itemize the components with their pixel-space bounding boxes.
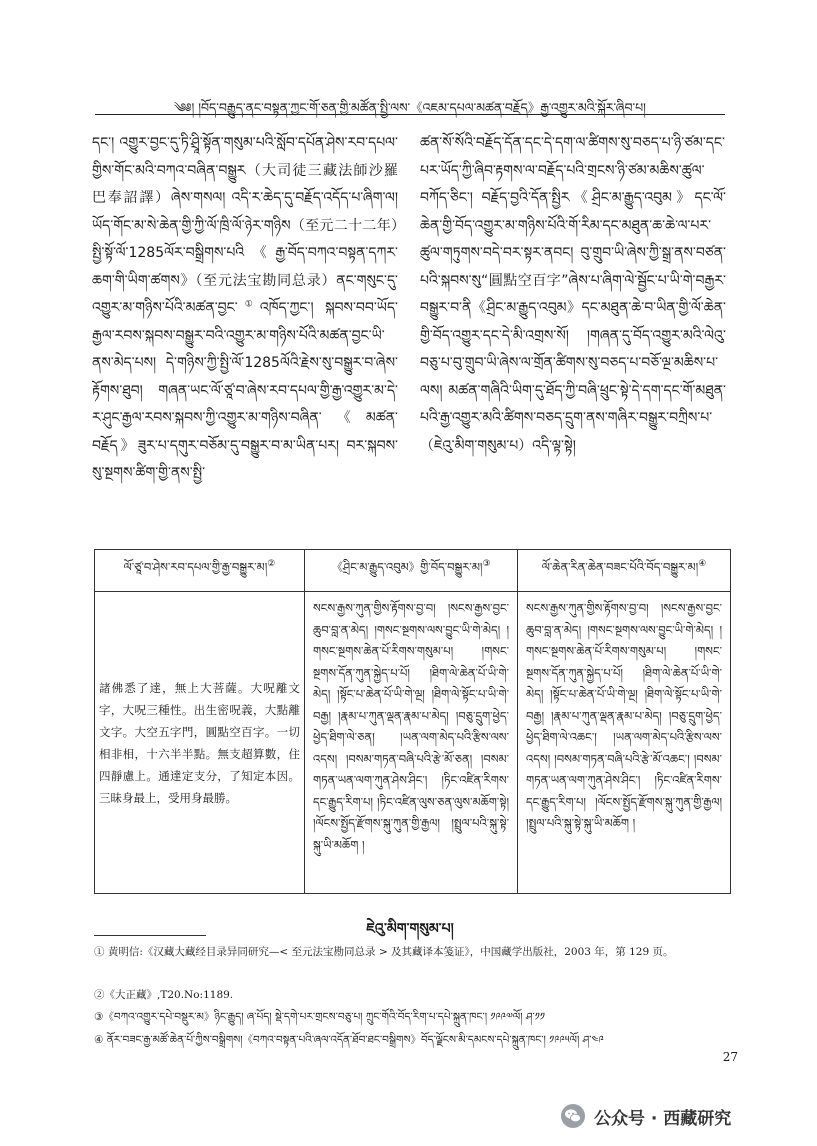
wechat-icon — [560, 1103, 586, 1129]
table-header-lochen — [518, 550, 731, 592]
footnote-ref-2[interactable]: ② — [267, 559, 276, 570]
table-caption: ཇེའུ་མིག་གསུམ་པ། — [366, 921, 454, 937]
body-column-left — [92, 130, 398, 540]
watermark-text: 公众号 · 西藏研究 — [594, 1108, 732, 1129]
left-text-2: ）ཞེས་གསལ། འདི་ར་ཆེད་དུ་བརྗོད་འདོད་པ་ཞིག་ལ། ཡོད་གོང་མ་སེ་ཆེན་གྱི་ཀྱི་ལོ་ཁྲི་ལོ་ཉེར་གཉིས（ — [92, 190, 398, 234]
page-number: 27 — [722, 1050, 738, 1064]
footnote-1: ① 黄明信:《汉藏大藏经目录异同研究—< 至元法宝勘同总录 > 及其藏译本笺证》，中国藏学出版社，2003 年，第 129 页。 — [94, 946, 674, 958]
table-header-nyingma-label: 《ཤྲིང་མ་རྒྱུད་འབུམ》གྱི་བོད་བསྒྱུར་མ། — [331, 560, 483, 574]
left-text-4: ལོར་བསྒྲིགས་པའི《རྒྱ་བོད་བཀའ་བསྟན་དཀར་ཆག་གི་ཡིག་ཚགས》（ — [92, 245, 398, 289]
left-cn-1: 大司徒三藏法師沙羅巴奉詔譯 — [92, 162, 398, 206]
left-text-1: དང་། འགྱུར་བྱང་དུ་ཏི་ཤྲཱི་སྟོན་གསུམ་པའི་སློབ་དཔོན་ཤེས་རབ་དཔལ་གྱིས་གོང་མའི་བཀའ་བཞིན་བསྒྱུར（ — [92, 135, 398, 179]
right-text-1: ཚན་སོ་སོའི་བརྗོད་དོན་དང་དེ་དག་ལ་ཚིགས་སུ་བཅད་པ་ཉི་ཙམ་དང་པར་ཡོད་ཀྱི་ཞིབ་རྟགས་ལ་བརྗོད་པའི་གྲངས་ཉི་ཙམ་མཆིས་ཚུལ་བཀོད་ཅིང་། བརྗོད་བྱའི་དོན་སྤྱིར《ཤྲིང་མ་རྒྱུད་འབུམ》དང་ལོ་ཆེན་གྱི་བོད་འགྱུར་མ་གཉིས་པོའི་གོ་རིམ་དང་མཐུན་ཆ་ཆེ་ལ་པར་ཚུལ་གཏུགས་བདེ་བར་སྟར་ནབང། བུ་གྲུབ་ཡི་ཞེས་ཀྱི་སྒྲ་ནས་བཙན་པའི་སྐབས་སུ“ — [420, 135, 726, 289]
table-cell-lochen: སངས་རྒྱས་ཀུན་གྱིས་རྟོགས་བྱ་བ། །སངས་རྒྱས་བྱང་ཆུབ་བླ་ན་མེད། །གསང་སྔགས་ལས་བྱུང་ཡི་གེ་མེད། །གསང་སྔགས་ཆེན་པོ་རིགས་གསུམ་པ། །གསང་སྔགས་དོན་ཀུན་སྐྱེད་པ་པོ། །ཐིག་ལེ་ཆེན་པོ་ཡི་གེ་མེད། །སྟོང་པ་ཆེན་པོ་ཡི་གེ་ལྔ། །ཐིག་ལེ་སྟོང་པ་ཡི་གེ་བརྒྱ། །རྣམ་པ་ཀུན་ལྡན་རྣམ་པ་མེད། །བཅུ་དྲུག་ཕྱེད་ཕྱེད་ཐིག་ལེ་འཆང་། །ཡན་ལག་མེད་པའི་རྩིས་ལས་འདས། །བསམ་གཏན་བཞི་པའི་རྩེ་མོ་འཆང་། །བསམ་གཏན་ཡན་ལག་ཀུན་ཤེས་ཤིང་། །ཏིང་འཛིན་རིགས་དང་རྒྱུད་རིག་པ། །ལོངས་སྤྱོད་རྫོགས་སྐུ་ཀུན་གྱི་རྒྱལ། །སྤྲུལ་པའི་སྐུ་སྟེ་སྐུ་ཡི་མཆོག ། — [518, 592, 731, 894]
left-text-6: འཁོད་ཀྱང་། སྐབས་བབ་ཡོད་རྒྱལ་རབས་སྐབས་བསྒྱུར་བའི་འགྱུར་མ་གཉིས་པོའི་མཚན་བྱང་ཡི་ནས་མེད་པས། དེ་གཉིས་ཀྱི་སྤྱི་ལོ་ — [92, 300, 398, 371]
running-header: ༄༅། །བོད་བརྒྱུད་ནང་བསྟན་ཀྱང་གོ་ཅན་གྱི་མཚོན་སྤྱི་ལས་《འཇམ་དཔལ་མཚན་བརྗོད》རྒྱ་འགྱུར་མའི་སྐོར་ཞིབ་པ། — [174, 100, 646, 115]
watermark — [560, 1102, 800, 1130]
left-num-1: 1285 — [128, 245, 165, 261]
footnote-rule — [94, 935, 206, 936]
left-cn-3: 至元法宝勘同总录 — [203, 272, 322, 289]
header-rule — [95, 114, 725, 115]
left-cn-2: 至元二十二年 — [305, 217, 391, 234]
footnote-ref-3[interactable]: ③ — [482, 559, 491, 570]
footnote-3: ③《བཀའ་འགྱུར་དཔེ་བསྡུར་མ》ཉིང་རྒྱུད། ཞ་པོད། སྡེ་དགེ་པར་གྲངས་བཅུ་པ། ཀྲུང་གོའི་བོད་རིག་པ་དཔེ་སྐྲུན་ཁང་། ༡༩༩༧ལོ། ཤ་༡༡ — [94, 1011, 545, 1023]
comparison-table — [94, 549, 731, 894]
right-cn-1: 圓點空百字 — [488, 272, 562, 289]
table-header-row — [95, 550, 731, 592]
footnote-4: ④ ནོར་བཟང་རྒྱ་མཚོ་ཆེན་པོ་ཀྱིས་བསྒྲིགས།《བཀའ་བསྟན་པའི་ཞལ་འདོན་ཐོབ་ཐང་བསྒྲིགས》བོད་ལྗོངས་མི་དམངས་དཔེ་སྐྲུན་ཁང་། ༡༩༩༥ལོ། ཤ་༤༩ — [94, 1034, 604, 1046]
table-header-lochen-label: ལོ་ཆེན་རིན་ཆེན་བཟང་པོའི་བོད་བསྒྱུར་མ། — [541, 560, 699, 574]
left-text-5: ）ནང་གསུང་དུ་འགྱུར་མ་གཉིས་པོའི་མཚན་བྱང་ — [92, 272, 398, 316]
table-row — [95, 592, 731, 894]
left-text-7: ལོའི་རྗེས་སུ་བསྒྱུར་བ་ཞེས་རྟོགས་ཐུབ། གཞན་ཡང་ལོ་ཙཱ་བ་ཞེས་རབ་དཔལ་གྱི་རྒྱ་འགྱུར་མ་དེ་ར་ཤུང་རྒྱལ་རབས་སྐབས་ཀྱི་འགྱུར་མ་གཉིས་བཞིན་《མཚན་བརྗོད》ཟུར་པ་དགུར་བཅོམ་དུ་བསྒྱུར་བ་མ་ཡིན་པར། བར་སྐབས་སུ་སྔགས་ཚིག་གྱི་ནས་སྤྱི་ — [92, 355, 398, 481]
table-header-nyingma — [305, 550, 518, 592]
body-column-right — [420, 130, 726, 540]
footnote-2: ②《大正藏》,T20.No:1189. — [94, 989, 234, 1001]
table-header-chinese-label: ལོ་ཙཱ་བ་ཤེས་རབ་དཔལ་གྱི་རྒྱ་བསྒྱུར་མ། — [123, 560, 268, 574]
table-cell-chinese: 諸佛悉了達，無上大菩薩。大呪離文字，大呪三種性。出生密呪義，大點離文字。大空五字門，圓點空百字。一切相非相，十六半半點。無支超算數，住四靜慮上。通達定支分，了知定本因。三昧身最上，受用身最勝。 — [95, 592, 305, 894]
left-num-2: 1285 — [244, 355, 280, 371]
table-cell-nyingma: སངས་རྒྱས་ཀུན་གྱིས་རྟོགས་བྱ་བ། །སངས་རྒྱས་བྱང་ཆུབ་བླ་ན་མེད། །གསང་སྔགས་ལས་བྱུང་ཡི་གེ་མེད། །གསང་སྔགས་ཆེན་པོ་རིགས་གསུམ་པ། །གསང་སྔགས་དོན་ཀུན་སྐྱེད་པ་པོ། །ཐིག་ལེ་ཆེན་པོ་ཡི་གེ་མེད། །སྟོང་པ་ཆེན་པོ་ཡི་གེ་ལྔ། །ཐིག་ལེ་སྟོང་པ་ཡི་གེ་བརྒྱ། །རྣམ་པ་ཀུན་ལྡན་རྣམ་པ་མེད། །བཅུ་དྲུག་ཕྱེད་ཕྱེད་ཐིག་ལེ་ཅན། །ཡན་ལག་མེད་པའི་རྩིས་ལས་འདས། །བསམ་གཏན་བཞི་པའི་རྩེ་མོ་ཅན། །བསམ་གཏན་ཡན་ལག་ཀུན་ཤེས་ཤིང་། །ཏིང་འཛིན་རིགས་དང་རྒྱུད་རིག་པ། །ཏིང་འཛིན་ལུས་ཅན་ལུས་མཆོག་སྟེ། །ལོངས་སྤྱོད་རྫོགས་སྐུ་ཀུན་གྱི་རྒྱལ། །སྤྲུལ་པའི་སྐུ་སྟེ་སྐུ་ཡི་མཆོག ། — [305, 592, 518, 894]
right-text-2: ”ཞེས་པ་ཞིག་ལེ་སྦྱོང་པ་ཡི་གེ་བརྒྱར་བསྒྱུར་བ་ནི《ཤྲིང་མ་རྒྱུད་འབུམ》དང་མཐུན་ཆེ་བ་ཡིན་གྱི་ལོ་ཆེན་གྱི་བོད་འགྱུར་དང་དེ་མི་འགྲས་སོ། །གཞན་དུ་བོད་འགྱུར་མའི་ལེའུ་བཅུ་པ་བུ་གྲུབ་ཡི་ཞེས་ལ་གྲོན་ཚིགས་སུ་བཅད་པ་བཅོ་ལྔ་མཆིས་པ་ལས། མཚན་གཞིའི་ཡིག་དུ་ཐོད་ཀྱི་བཞི་ཕྲུང་སྟེ་དེ་དག་དང་གོ་མཐུན་པའི་རྒྱ་འགྱུར་མའི་ཚིགས་བཅད་དྲུག་ནས་གཞིར་བསྒྱུར་བཀྲིས་པ་（ཇེའུ་མིག་གསུམ་པ）འདི་ལྟ་སྟེ། — [420, 272, 726, 454]
footnote-ref-4[interactable]: ④ — [698, 559, 707, 570]
left-text-3: ）སྤྱི་སྟོ་ལོ་ — [92, 217, 398, 261]
table-header-chinese — [95, 550, 305, 592]
footnote-ref-1[interactable]: ① — [237, 299, 260, 310]
